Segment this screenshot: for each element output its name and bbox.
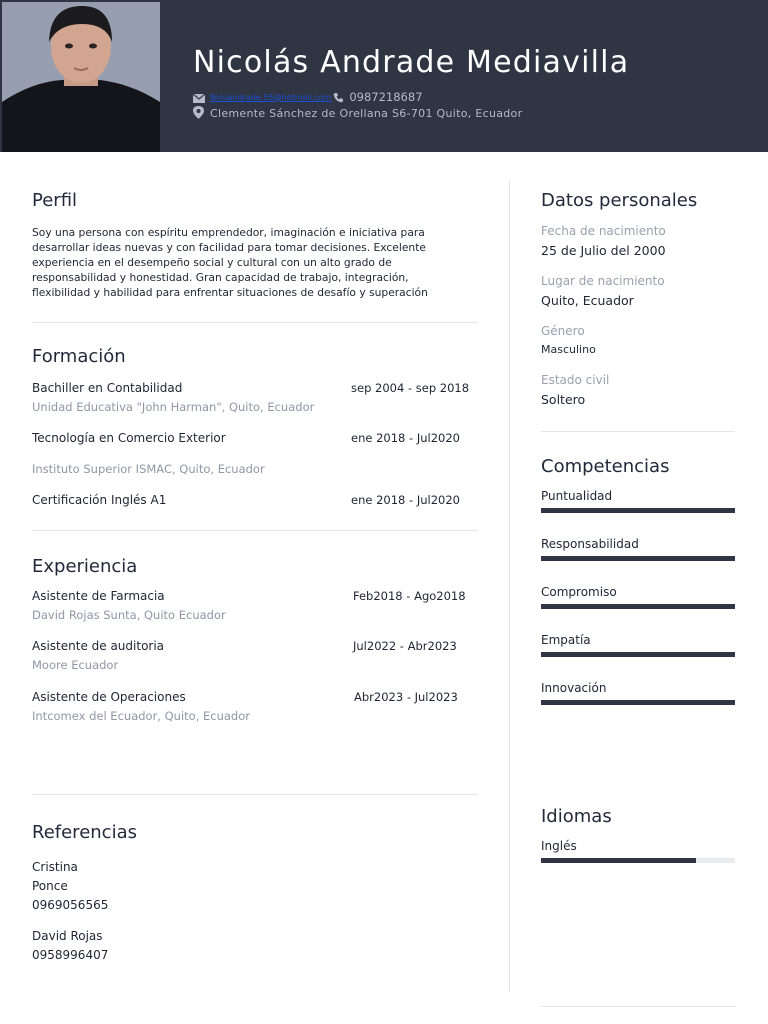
field-label: Fecha de nacimiento [541, 224, 666, 238]
formacion-item-date: ene 2018 - Jul2020 [351, 493, 460, 507]
skill-bar-fill [541, 700, 735, 705]
skill-bar [541, 652, 735, 657]
experiencia-item-title: Asistente de Operaciones [32, 690, 186, 704]
field-label: Lugar de nacimiento [541, 274, 665, 288]
skill-bar-fill [541, 652, 735, 657]
field-value: Quito, Ecuador [541, 293, 634, 308]
divider [541, 431, 735, 432]
field-label: Estado civil [541, 373, 610, 387]
perfil-line: flexibilidad y habilidad para enfrentar situaciones de desafío y superación [32, 286, 428, 299]
language-bar-fill [541, 858, 696, 863]
location-pin-icon [193, 104, 204, 123]
skill-bar-fill [541, 508, 735, 513]
section-title-referencias: Referencias [32, 822, 137, 843]
formacion-item-title: Bachiller en Contabilidad [32, 381, 183, 395]
formacion-item-title: Certificación Inglés A1 [32, 493, 167, 507]
experiencia-item-date: Jul2022 - Abr2023 [353, 639, 457, 653]
reference-phone: 0958996407 [32, 948, 109, 962]
header-banner [0, 0, 768, 152]
section-title-experiencia: Experiencia [32, 556, 138, 577]
formacion-item-date: sep 2004 - sep 2018 [351, 381, 470, 395]
language-bar [541, 858, 735, 863]
skill-label: Puntualidad [541, 489, 613, 503]
section-title-datos-personales: Datos personales [541, 190, 698, 211]
formacion-item-title: Tecnología en Comercio Exterior [32, 431, 226, 445]
reference-phone: 0969056565 [32, 898, 109, 912]
address: Clemente Sánchez de Orellana S6-701 Quito, Ecuador [210, 106, 523, 120]
perfil-line: responsabilidad y honestidad. Gran capacidad de trabajo, integración, [32, 271, 409, 284]
contact-line-email-phone [193, 90, 423, 104]
experiencia-item-date: Feb2018 - Ago2018 [353, 589, 466, 603]
section-title-perfil: Perfil [32, 190, 78, 211]
skill-bar [541, 604, 735, 609]
section-title-competencias: Competencias [541, 456, 670, 477]
field-value: Masculino [541, 343, 596, 356]
contact-line-address [193, 106, 522, 120]
skill-bar-fill [541, 556, 735, 561]
experiencia-item-title: Asistente de auditoria [32, 639, 165, 653]
divider [32, 794, 478, 795]
perfil-line: desarrollar ideas nuevas y con facilidad para tomar decisiones. Excelente [32, 241, 426, 254]
formacion-item-place: Unidad Educativa "John Harman", Quito, Ecuador [32, 400, 315, 414]
skill-bar [541, 556, 735, 561]
perfil-text [32, 225, 480, 300]
reference-name: David Rojas [32, 929, 103, 943]
experiencia-item-title: Asistente de Farmacia [32, 589, 165, 603]
perfil-line: experiencia en el desempeño social y cultural con un alto grado de [32, 256, 392, 269]
divider [541, 1006, 735, 1007]
phone-icon [333, 88, 344, 107]
email-link[interactable]: Nicoandrade.55@hotmail.com [210, 92, 332, 102]
experiencia-item-date: Abr2023 - Jul2023 [354, 690, 458, 704]
profile-photo [2, 2, 160, 152]
perfil-line: Soy una persona con espíritu emprendedor, imaginación e iniciativa para [32, 226, 425, 239]
phone-number: 0987218687 [349, 90, 423, 104]
formacion-item-date: ene 2018 - Jul2020 [351, 431, 460, 445]
experiencia-item-place: Moore Ecuador [32, 658, 119, 672]
formacion-item-place: Instituto Superior ISMAC, Quito, Ecuador [32, 462, 265, 476]
column-divider [509, 180, 510, 992]
skill-label: Innovación [541, 681, 607, 695]
skill-bar [541, 700, 735, 705]
experiencia-item-place: Intcomex del Ecuador, Quito, Ecuador [32, 709, 250, 723]
section-title-formacion: Formación [32, 346, 126, 367]
experiencia-item-place: David Rojas Sunta, Quito Ecuador [32, 608, 226, 622]
field-value: 25 de Julio del 2000 [541, 243, 666, 258]
candidate-name: Nicolás Andrade Mediavilla [193, 45, 630, 80]
reference-name: Ponce [32, 879, 68, 893]
skill-label: Empatía [541, 633, 591, 647]
skill-bar-fill [541, 604, 735, 609]
reference-name: Cristina [32, 860, 78, 874]
field-value: Soltero [541, 392, 586, 407]
section-title-idiomas: Idiomas [541, 806, 612, 827]
skill-label: Responsabilidad [541, 537, 639, 551]
divider [32, 322, 478, 323]
field-label: Género [541, 324, 585, 338]
skill-label: Compromiso [541, 585, 617, 599]
divider [32, 530, 478, 531]
language-label: Inglés [541, 839, 577, 853]
skill-bar [541, 508, 735, 513]
